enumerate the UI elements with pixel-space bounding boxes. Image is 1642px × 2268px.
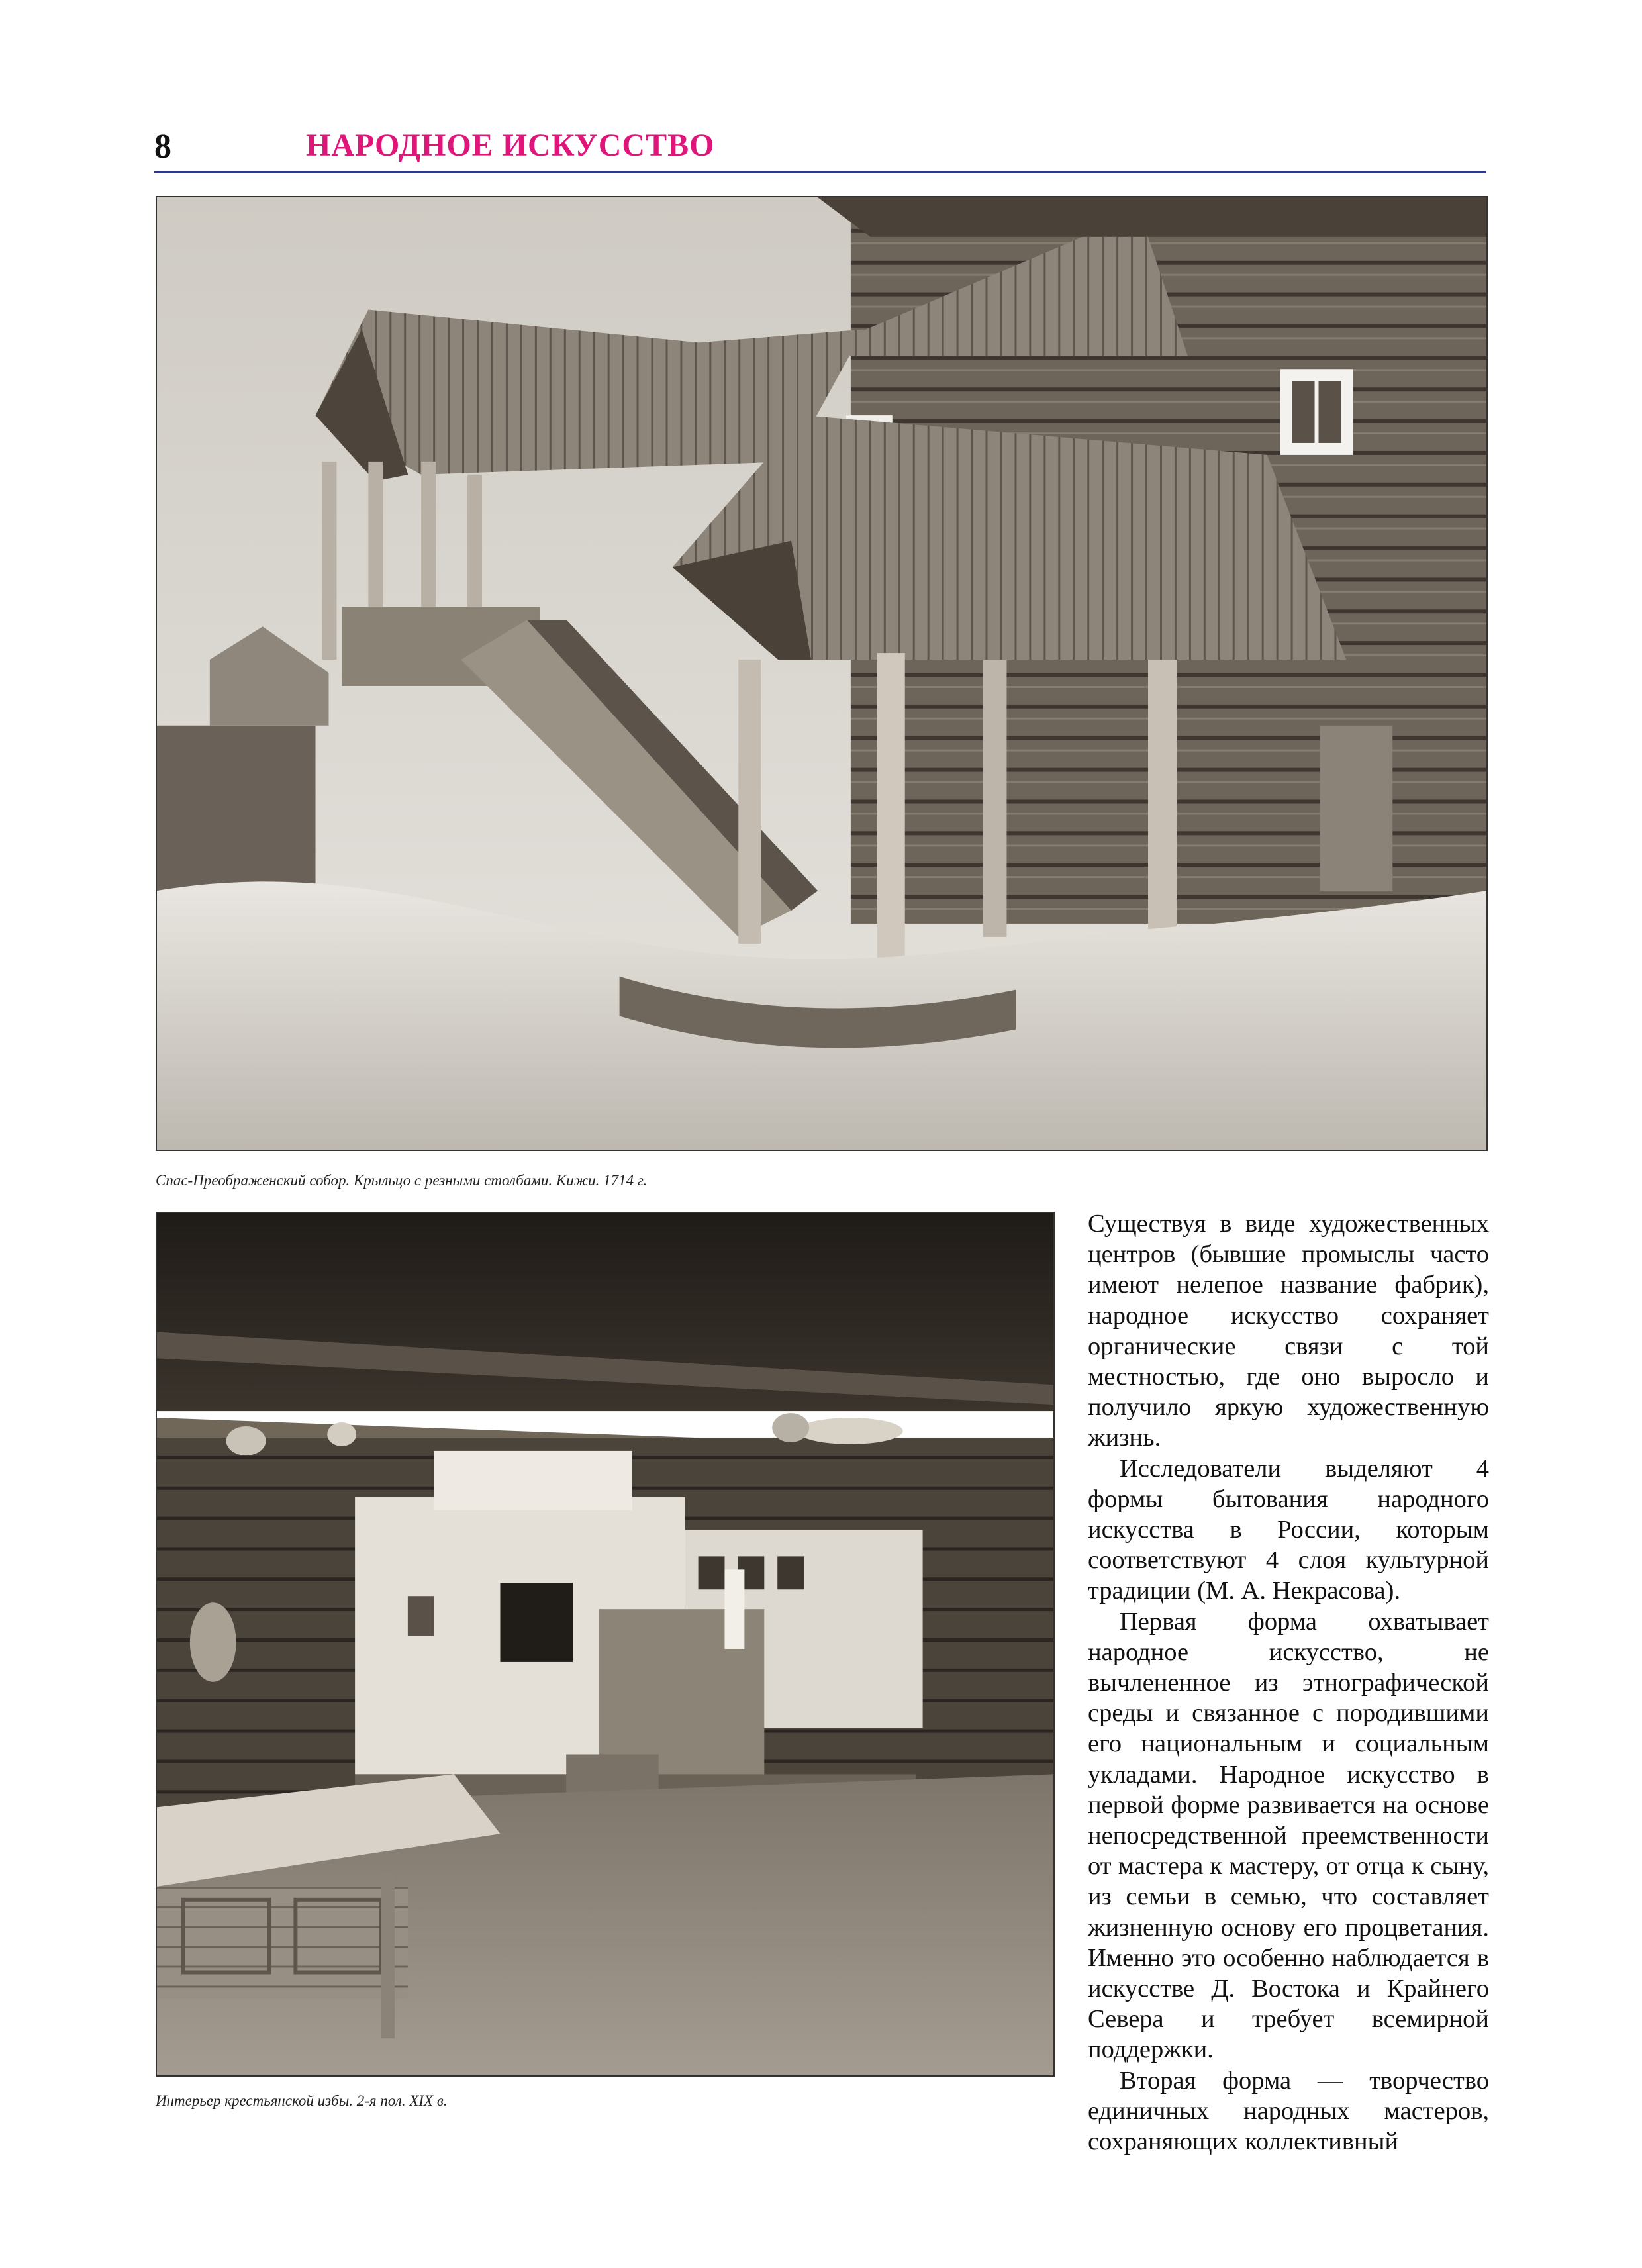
paragraph: Исследователи выделяют 4 формы бытования народного искусства в России, которым соответствуют 4 слоя культурной традиции (М. А. Некрасова). — [1088, 1454, 1489, 1605]
hut-interior-photo — [156, 1212, 1055, 2077]
running-head: НАРОДНОЕ ИСКУССТВО — [306, 128, 715, 163]
paragraph: Существуя в виде художественных центров (бывшие промыслы часто имеют нелепое название фабрик), народное искусство сохраняет органические связи с той местностью, где оно выросло и получило яркую художественную жизнь. — [1088, 1210, 1489, 1452]
paragraph: Первая форма охватывает народное искусство, не вычлененное из этнографической среды и связанное с породившими его национальным и социальным укладами. Народное искусство в первой форме развивается на основе непосредственной преемственности от мастера к мастеру, от отца к сыну, из семьи в семью, что составляет жизненную основу его процветания. Именно это особенно наблюдается в искусстве Д. Востока и Крайнего Севера и требует всемирной поддержки. — [1088, 1607, 1489, 2064]
page-number: 8 — [154, 128, 171, 166]
body-text — [1088, 1208, 1489, 2157]
figure-caption-1: Спас-Преображенский собор. Крыльцо с резными столбами. Кижи. 1714 г. — [156, 1172, 648, 1189]
church-porch-photo — [156, 196, 1488, 1151]
figure-caption-2: Интерьер крестьянской избы. 2-я пол. XIX в. — [156, 2093, 448, 2109]
header-rule — [154, 171, 1486, 173]
paragraph: Вторая форма — творчество единичных народных мастеров, сохраняющих коллективный — [1088, 2066, 1489, 2156]
